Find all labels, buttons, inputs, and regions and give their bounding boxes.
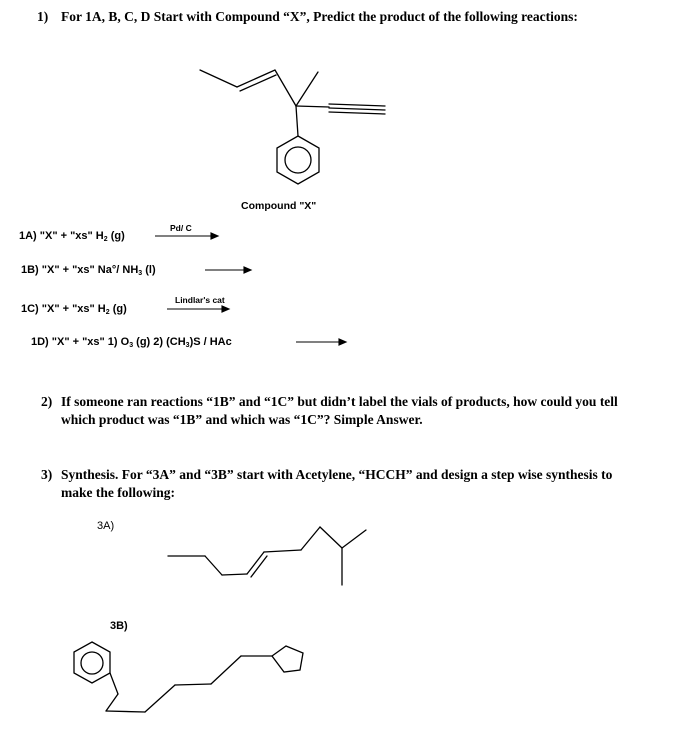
- structure-3b: [74, 642, 303, 712]
- q1-text: For 1A, B, C, D Start with Compound “X”, Predict the product of the following reactions:: [61, 9, 578, 24]
- phenyl-aromatic-circle: [285, 147, 311, 173]
- bond-triple-2: [329, 108, 385, 110]
- cyclopentane-ring: [272, 646, 303, 672]
- reagent-above-1a: Pd/ C: [170, 223, 192, 233]
- reaction-1b: 1B) "X" + "xs" Na°/ $NH_3$ (l): [21, 264, 156, 277]
- bond-to-quaternary: [275, 70, 296, 106]
- structure-3a: [168, 527, 366, 585]
- q3-line1: Synthesis. For “3A” and “3B” start with Acetylene, “HCCH” and design a step wise synthesis to: [61, 467, 613, 482]
- compound-x-label: Compound "X": [241, 200, 317, 212]
- bond-triple-3: [329, 112, 385, 114]
- bond-to-phenyl: [296, 106, 298, 136]
- q2-line1: If someone ran reactions “1B” and “1C” but didn’t label the vials of products, how could you tell: [61, 394, 618, 409]
- benzene-aromatic-circle-3b: [81, 652, 103, 674]
- q2-number: 2): [41, 394, 53, 409]
- reaction-1d: 1D) "X" + "xs" 1) $O_3$ (g) 2) $(CH_3)S$ / HAc: [31, 336, 232, 349]
- bond-triple-1: [329, 104, 385, 106]
- q3-number: 3): [41, 467, 53, 482]
- q2-line2: which product was “1B” and which was “1C”? Simple Answer.: [61, 412, 423, 427]
- reaction-1c: 1C) "X" + "xs" $H_2$ (g): [21, 303, 127, 316]
- bond-ethyl: [200, 70, 237, 87]
- label-3a: 3A): [97, 520, 115, 532]
- bond-methyl: [296, 72, 318, 106]
- reagent-above-1c: Lindlar's cat: [175, 295, 225, 305]
- label-3b: 3B): [110, 620, 128, 632]
- phenyl-ring: [277, 136, 319, 184]
- reaction-1a: 1A) "X" + "xs" $H_2$ (g): [19, 230, 125, 243]
- benzene-ring-3b: [74, 642, 110, 683]
- q1-number: 1): [37, 9, 49, 24]
- bond-to-alkyne: [296, 106, 329, 107]
- q3-line2: make the following:: [61, 485, 175, 500]
